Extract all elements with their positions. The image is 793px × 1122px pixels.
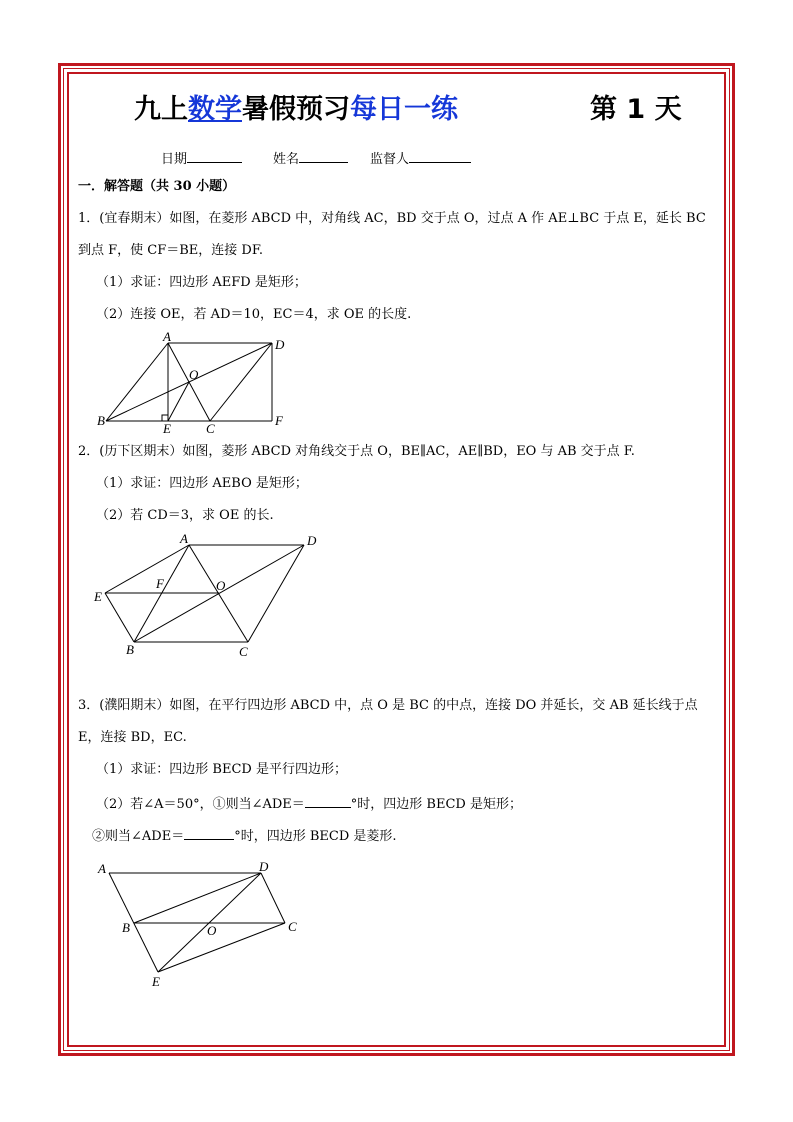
fig1-label-b: B	[97, 413, 105, 428]
problem1-part2: （2）连接 OE，若 AD＝10，EC＝4，求 OE 的长度.	[96, 307, 412, 322]
fig2-label-a: A	[180, 531, 188, 546]
fig1-label-d: D	[275, 337, 285, 352]
fig2-label-e: E	[94, 589, 102, 604]
fig3-segment-ec	[158, 923, 285, 972]
problem3-part3-text-after: °时，四边形 BECD 是菱形.	[234, 829, 397, 844]
fig3-label-a: A	[98, 861, 106, 876]
fig3-segment-bd	[134, 873, 261, 923]
fig3-label-b: B	[122, 920, 130, 935]
problem1-part1: （1）求证：四边形 AEFD 是矩形；	[96, 275, 307, 290]
fig3-label-d: D	[259, 859, 269, 874]
fig1-label-c: C	[206, 421, 215, 436]
fig3-label-e: E	[152, 974, 160, 989]
fig3-label-o: O	[207, 923, 217, 938]
fig2-label-c: C	[239, 644, 248, 659]
fig1-label-e: E	[163, 421, 171, 436]
problem3-part2-text-before: （2）若∠A＝50°，①则当∠ADE＝	[96, 797, 305, 812]
problem1-line1: 1．(宜春期末）如图，在菱形 ABCD 中，对角线 AC，BD 交于点 O，过点 A 作 AE⊥BC 于点 E，延长 BC	[78, 211, 706, 226]
problem3-part2-text-after: °时，四边形 BECD 是矩形；	[350, 797, 522, 812]
title-practice: 每日一练	[350, 94, 458, 125]
problem2-line1: 2．(历下区期末）如图，菱形 ABCD 对角线交于点 O，BE∥AC，AE∥BD，EO 与 AB 交于点 F.	[78, 444, 635, 459]
name-label: 姓名	[273, 152, 300, 167]
title-subject: 数学	[188, 94, 242, 125]
fig2-label-d: D	[307, 533, 317, 548]
fig3-label-c: C	[288, 919, 297, 934]
fig2-label-b: B	[126, 642, 134, 657]
day-label: 第 1 天	[590, 94, 682, 125]
date-label: 日期	[161, 152, 188, 167]
fig1-label-o: O	[189, 367, 199, 382]
supervisor-label: 监督人	[370, 152, 410, 167]
section-heading: 一．解答题（共 30 小题）	[78, 179, 236, 194]
fig2-label-o: O	[216, 578, 226, 593]
fig1-label-a: A	[163, 329, 171, 344]
problem1-line2: 到点 F，使 CF＝BE，连接 DF.	[78, 243, 263, 258]
problem2-part1: （1）求证：四边形 AEBO 是矩形；	[96, 476, 308, 491]
problem3-part3-text-before: ②则当∠ADE＝	[92, 829, 185, 844]
fig2-label-f: F	[156, 576, 164, 591]
fig1-label-f: F	[275, 413, 283, 428]
fig3-segment-dc	[261, 873, 285, 923]
problem3-part1: （1）求证：四边形 BECD 是平行四边形；	[96, 762, 347, 777]
problem3-line1: 3．(濮阳期末）如图，在平行四边形 ABCD 中，点 O 是 BC 的中点，连接 DO 并延长，交 AB 延长线于点	[78, 698, 698, 713]
title-middle: 暑假预习	[242, 94, 350, 125]
title-prefix: 九上	[134, 94, 188, 125]
problem2-part2: （2）若 CD＝3，求 OE 的长.	[96, 508, 274, 523]
problem3-line2: E，连接 BD，EC.	[78, 730, 187, 745]
